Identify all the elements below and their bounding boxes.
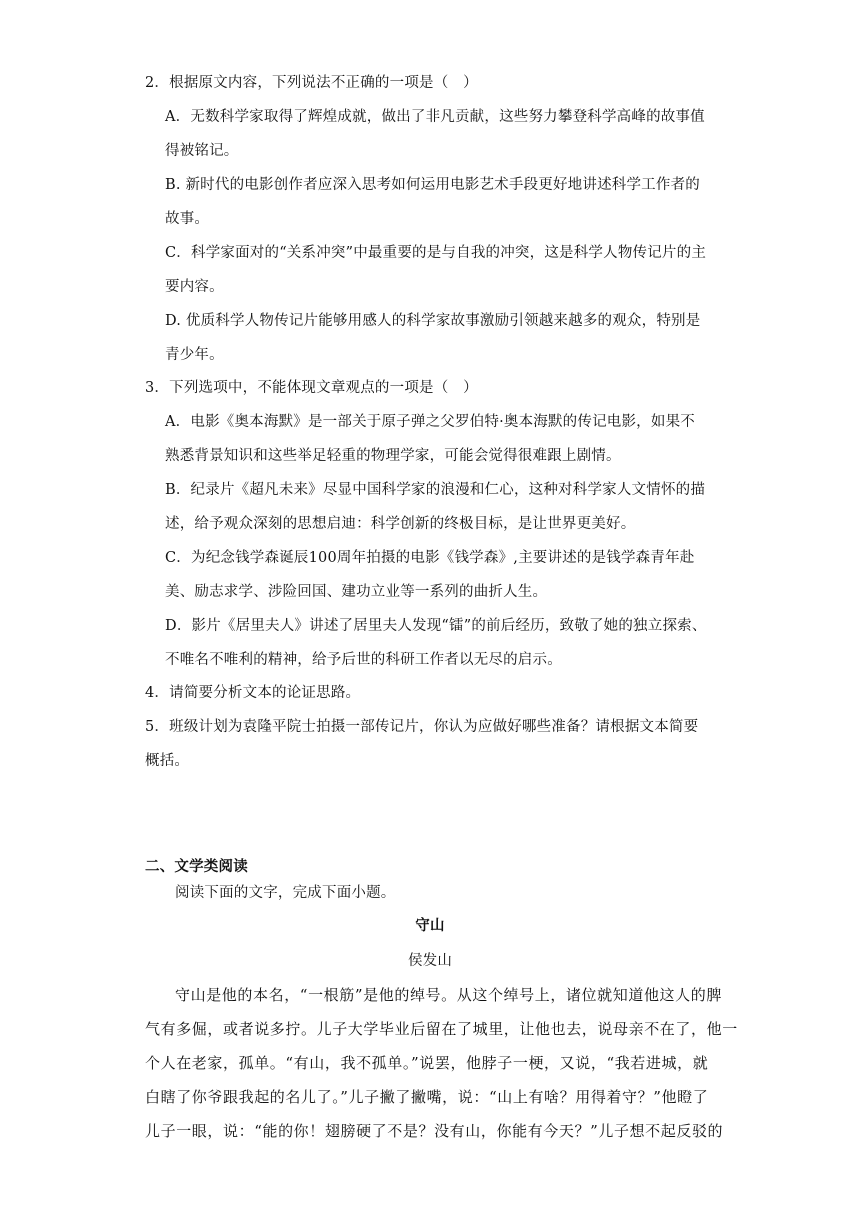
- question-2-option-a-cont: 得被铭记。: [165, 143, 239, 159]
- question-3-option-d-cont: 不唯名不唯利的精神，给予后世的科研工作者以无尽的启示。: [165, 652, 562, 668]
- story-paragraph-line-1: 守山是他的本名，“一根筋”是他的绰号。从这个绰号上，诸位就知道他这人的脾: [175, 986, 722, 1004]
- question-2-option-d: D. 优质科学人物传记片能够用感人的科学家故事激励引领越来越多的观众，特别是: [165, 313, 701, 329]
- question-3-option-a-cont: 熟悉背景知识和这些举足轻重的物理学家，可能会觉得很难跟上剧情。: [165, 448, 621, 464]
- story-title: 守山: [415, 917, 445, 934]
- question-3-option-c: C．为纪念钱学森诞辰100周年拍摄的电影《钱学森》,主要讲述的是钱学森青年赴: [165, 550, 695, 566]
- question-3-option-c-cont: 美、励志求学、涉险回国、建功立业等一系列的曲折人生。: [165, 584, 548, 600]
- story-author: 侯发山: [407, 953, 453, 969]
- question-2-stem: 2．根据原文内容，下列说法不正确的一项是（ ）: [145, 75, 478, 91]
- question-3-option-d: D．影片《居里夫人》讲述了居里夫人发现“镭”的前后经历，致敬了她的独立探索、: [165, 618, 707, 634]
- question-2-option-d-cont: 青少年。: [165, 347, 224, 363]
- story-paragraph-line-3: 个人在老家，孤单。“有山，我不孤单。”说罢，他脖子一梗，又说，“我若进城，就: [145, 1054, 709, 1072]
- question-3-option-b: B．纪录片《超凡未来》尽显中国科学家的浪漫和仁心，这种对科学家人文情怀的描: [165, 482, 706, 498]
- question-4-stem: 4．请简要分析文本的论证思路。: [145, 685, 361, 701]
- section-instruction: 阅读下面的文字，完成下面小题。: [175, 885, 396, 901]
- section-heading: 二、文学类阅读: [145, 858, 248, 875]
- question-5-stem: 5．班级计划为袁隆平院士拍摄一部传记片，你认为应做好哪些准备？请根据文本简要: [145, 719, 699, 735]
- question-5-stem-cont: 概括。: [145, 753, 190, 769]
- question-3-stem: 3．下列选项中，不能体现文章观点的一项是（ ）: [145, 380, 478, 396]
- story-paragraph-line-5: 儿子一眼，说：“能的你！翅膀硬了不是？没有山，你能有今天？”儿子想不起反驳的: [145, 1122, 724, 1140]
- question-3-option-a: A．电影《奥本海默》是一部关于原子弹之父罗伯特·奥本海默的传记电影，如果不: [165, 414, 695, 430]
- question-2-option-c: C．科学家面对的“关系冲突”中最重要的是与自我的冲突，这是科学人物传记片的主: [165, 245, 707, 261]
- question-2-option-b: B. 新时代的电影创作者应深入思考如何运用电影艺术手段更好地讲述科学工作者的: [165, 177, 700, 193]
- question-2-option-b-cont: 故事。: [165, 211, 210, 227]
- question-2-option-a: A．无数科学家取得了辉煌成就，做出了非凡贡献，这些努力攀登科学高峰的故事值: [165, 109, 705, 125]
- question-3-option-b-cont: 述，给予观众深刻的思想启迪：科学创新的终极目标，是让世界更美好。: [165, 516, 636, 532]
- question-2-option-c-cont: 要内容。: [165, 279, 224, 295]
- story-paragraph-line-2: 气有多倔，或者说多拧。儿子大学毕业后留在了城里，让他也去，说母亲不在了，他一: [145, 1020, 738, 1038]
- story-paragraph-line-4: 白瞎了你爷跟我起的名儿了。”儿子撇了撇嘴，说：“山上有啥？用得着守？”他瞪了: [145, 1088, 709, 1106]
